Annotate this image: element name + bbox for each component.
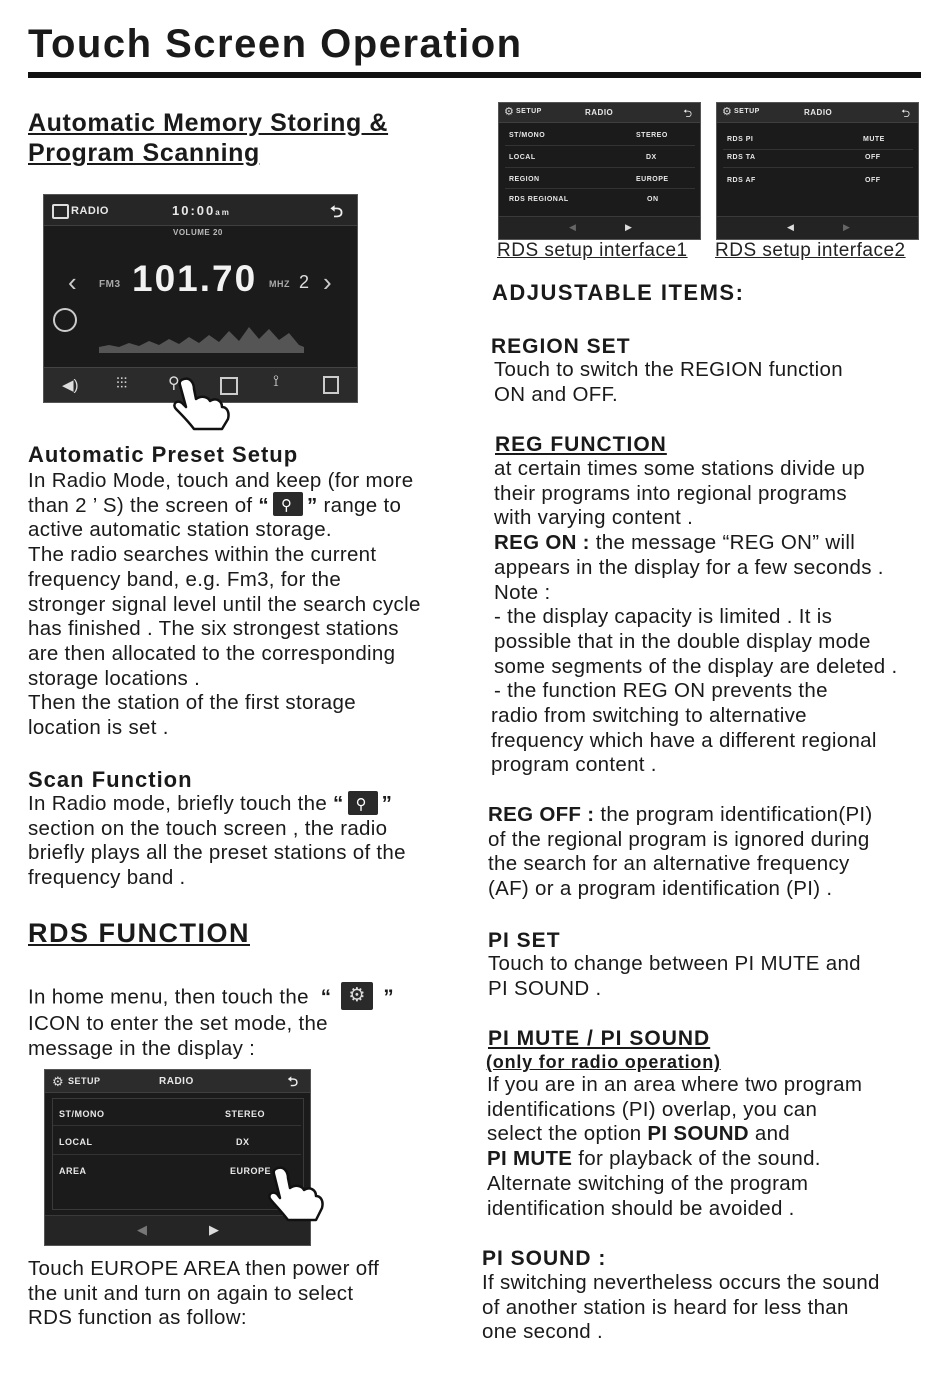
prev-station-icon[interactable]: ‹ [68, 267, 77, 297]
preset-number: 2 [299, 272, 310, 292]
gear-icon: ⚙ [722, 106, 732, 118]
rds1-row-label: REGION [509, 176, 540, 183]
pi-sound-heading: PI SOUND : [482, 1247, 607, 1270]
text-line [28, 984, 473, 1012]
text-line: of the regional program is ignored during [488, 827, 870, 851]
text-line: frequency band . [28, 866, 186, 890]
text-line: If you are in an area where two program [487, 1073, 863, 1096]
row-divider [53, 1125, 301, 1126]
text-line: location is set . [28, 716, 169, 740]
text-span: the program identification(PI) [594, 803, 873, 826]
region-set-heading: REGION SET [491, 335, 631, 358]
text-line: the unit and turn on again to select [28, 1281, 354, 1305]
rds1-title-left: SETUP [516, 108, 542, 115]
bold-span: REG OFF : [488, 803, 595, 826]
rds1-row-value[interactable]: STEREO [636, 132, 668, 139]
setup-row-label: LOCAL [59, 1137, 93, 1147]
prev-page-icon[interactable]: ◀ [787, 222, 794, 232]
text-line: appears in the display for a few seconds . [494, 555, 884, 579]
text-line: their programs into regional programs [494, 481, 847, 505]
text-line: section on the touch screen , the radio [28, 816, 388, 840]
setup-row-label: ST/MONO [59, 1109, 105, 1119]
reg-function-body [491, 457, 946, 778]
adjustable-items-heading: ADJUSTABLE ITEMS: [492, 280, 745, 305]
hand-pointer-icon [170, 375, 232, 431]
text-line: Touch to change between PI MUTE and [488, 952, 861, 975]
text-line: has finished . The six strongest stations [28, 617, 399, 641]
text-span: than 2 ’ S) the screen of [28, 493, 253, 517]
text-line: - the display capacity is limited . It is [494, 605, 833, 629]
prev-page-icon[interactable]: ◀ [137, 1222, 147, 1237]
frequency-display: 101.70 [132, 258, 258, 299]
text-line: message in the display : [28, 1036, 256, 1060]
text-line: PI SOUND . [488, 976, 602, 1000]
setup-row-value[interactable]: DX [236, 1137, 250, 1147]
quote-close: ” [383, 985, 394, 1009]
text-line: The radio searches within the current [28, 543, 377, 567]
text-line: In Radio Mode, touch and keep (for more [28, 469, 414, 492]
gear-icon: ⚙ [341, 982, 373, 1010]
antenna-icon[interactable]: ⟟ [273, 373, 279, 390]
radio-screen [43, 194, 358, 403]
rds1-row-label: LOCAL [509, 154, 536, 161]
rds2-row-value[interactable]: MUTE [863, 136, 885, 143]
rds1-title-center: RADIO [585, 108, 614, 117]
rds-screen-2 [716, 102, 919, 240]
text-line: ON and OFF. [494, 382, 619, 406]
text-span: select the option [487, 1122, 648, 1146]
setup-title-center: RADIO [159, 1076, 194, 1087]
equalizer-icon[interactable]: ⫶⫶⫶ [116, 375, 128, 392]
clock-suffix: am [215, 208, 231, 217]
bold-span: PI MUTE [487, 1147, 573, 1171]
footer-body [28, 1257, 473, 1331]
search-icon[interactable]: ⚲ [168, 375, 180, 392]
text-line: possible that in the double display mode [494, 629, 871, 653]
text-line: some segments of the display are deleted . [494, 654, 898, 678]
text-span: In Radio mode, briefly touch the [28, 792, 328, 815]
text-span: In home menu, then touch the [28, 985, 309, 1009]
next-station-icon[interactable]: › [323, 267, 332, 297]
gear-icon: ⚙ [504, 106, 514, 118]
title-divider [28, 72, 921, 78]
clock-time: 10:00 [172, 203, 216, 218]
reg-off-body [488, 803, 938, 902]
next-page-icon[interactable]: ▶ [843, 222, 850, 232]
setup-title-left: SETUP [68, 1076, 101, 1086]
rds2-nav-bar [717, 216, 918, 240]
quote-open: “ [320, 985, 332, 1009]
text-span: the message “REG ON” will [589, 531, 856, 555]
quote-open: “ [258, 493, 269, 517]
row-divider [723, 149, 913, 150]
pi-mute-sound-body [487, 1073, 927, 1221]
text-line: program content . [491, 753, 657, 777]
radio-label: RADIO [71, 205, 109, 217]
text-line: active automatic station storage. [28, 518, 332, 542]
row-divider [505, 188, 695, 189]
text-line: stronger signal level until the search cycle [28, 592, 421, 616]
volume-readout: VOLUME 20 [173, 228, 223, 237]
rds2-row-label: RDS PI [727, 136, 754, 143]
text-line: RDS function as follow: [28, 1306, 247, 1330]
rds2-row-value[interactable]: OFF [865, 154, 881, 161]
signal-waveform [99, 323, 309, 367]
row-divider [505, 167, 695, 168]
text-span: and [748, 1122, 791, 1146]
text-line: identification should be avoided . [487, 1196, 795, 1220]
rds1-row-label: RDS REGIONAL [509, 196, 569, 203]
phone-icon[interactable] [53, 308, 77, 332]
rds2-row-label: RDS TA [727, 154, 756, 161]
heading-line: Automatic Memory Storing & [28, 109, 389, 137]
text-line [28, 792, 473, 817]
text-line: Note : [494, 580, 551, 604]
section-heading-memory [28, 108, 388, 168]
text-line: with varying content . [494, 506, 694, 530]
text-line: briefly plays all the preset stations of the [28, 841, 406, 865]
setup-row-value[interactable]: STEREO [225, 1109, 266, 1119]
row-divider [505, 145, 695, 146]
text-line: Touch EUROPE AREA then power off [28, 1257, 380, 1280]
text-line: one second . [482, 1320, 603, 1344]
unit-label: MHZ [269, 279, 290, 289]
rds2-row-label: RDS AF [727, 177, 756, 184]
gear-icon: ⚙ [52, 1074, 64, 1089]
setup-row-label: AREA [59, 1166, 87, 1176]
pi-mute-sound-heading: PI MUTE / PI SOUND [488, 1027, 711, 1050]
scan-body [28, 792, 473, 891]
quote-close: ” [306, 493, 318, 517]
search-icon: ⚲ [273, 492, 303, 516]
next-page-icon[interactable]: ▶ [209, 1222, 219, 1237]
text-line: Touch to switch the REGION function [494, 358, 843, 381]
list-icon[interactable] [323, 376, 339, 394]
clock [172, 203, 231, 218]
text-line: ICON to enter the set mode, the [28, 1012, 328, 1035]
row-divider [723, 167, 913, 168]
quote-close: ” [381, 792, 393, 815]
text-span: range to [323, 493, 402, 517]
prev-page-icon[interactable]: ◀ [569, 222, 576, 232]
text-line: Then the station of the first storage [28, 691, 356, 715]
text-line: of another station is heard for less than [482, 1295, 849, 1319]
text-line: frequency which have a different regional [491, 728, 877, 752]
hand-pointer-icon [268, 1165, 330, 1223]
pi-set-heading: PI SET [488, 929, 561, 952]
text-line: (AF) or a program identification (PI) . [488, 877, 833, 901]
bold-span: REG ON : [494, 531, 590, 555]
rds-body [28, 984, 473, 1061]
text-line: If switching nevertheless occurs the sound [482, 1271, 880, 1294]
reg-function-heading: REG FUNCTION [495, 433, 667, 456]
pi-set-body [488, 952, 928, 1001]
text-line: Alternate switching of the program [487, 1171, 809, 1195]
text-line: - the function REG ON prevents the [494, 679, 828, 703]
rds1-row-value[interactable]: EUROPE [636, 176, 669, 183]
rds1-caption: RDS setup interface1 [497, 240, 688, 261]
heading-line: Program Scanning [28, 139, 260, 167]
row-divider [53, 1154, 301, 1155]
text-line: identifications (PI) overlap, you can [487, 1097, 818, 1121]
next-page-icon[interactable]: ▶ [625, 222, 632, 232]
bold-span: PI SOUND [647, 1122, 749, 1146]
rds2-row-value[interactable]: OFF [865, 177, 881, 184]
text-line: at certain times some stations divide up [494, 457, 865, 480]
radio-icon [52, 204, 69, 219]
page-title: Touch Screen Operation [28, 22, 523, 66]
text-line: frequency band, e.g. Fm3, for the [28, 567, 342, 591]
text-line [28, 494, 483, 519]
back-icon[interactable]: ⮌ [683, 108, 692, 120]
preset-setup-heading: Automatic Preset Setup [28, 442, 299, 467]
search-icon: ⚲ [348, 791, 378, 815]
pi-sound-body [482, 1271, 942, 1345]
back-icon[interactable]: ⮌ [287, 1074, 298, 1089]
rds1-nav-bar [499, 216, 700, 240]
rds2-title-left: SETUP [734, 108, 760, 115]
scan-heading: Scan Function [28, 767, 193, 792]
text-line: storage locations . [28, 666, 201, 690]
text-line [487, 1122, 927, 1147]
rds1-row-label: ST/MONO [509, 132, 546, 139]
text-line: the search for an alternative frequency [488, 852, 850, 876]
rds1-row-value[interactable]: ON [647, 196, 659, 203]
text-line: radio from switching to alternative [491, 704, 807, 728]
back-icon[interactable]: ⮌ [330, 204, 343, 221]
rds-heading: RDS FUNCTION [28, 918, 250, 948]
text-line [488, 803, 938, 828]
rds2-caption: RDS setup interface2 [715, 240, 906, 261]
rds1-row-value[interactable]: DX [646, 154, 657, 161]
text-line: are then allocated to the corresponding [28, 641, 396, 665]
band-label: FM3 [99, 279, 121, 290]
pi-mute-sound-subheading: (only for radio operation) [486, 1052, 721, 1072]
rds-screen-1 [498, 102, 701, 240]
speaker-icon[interactable]: ◀) [62, 377, 79, 394]
text-span: for playback of the sound. [572, 1147, 821, 1171]
region-set-body [494, 358, 924, 407]
text-line [494, 531, 946, 556]
back-icon[interactable]: ⮌ [901, 108, 910, 120]
quote-open: “ [333, 792, 344, 815]
setup-row-value[interactable]: EUROPE [230, 1166, 272, 1176]
text-line [487, 1147, 927, 1172]
rds2-title-center: RADIO [804, 108, 833, 117]
preset-setup-body [28, 469, 483, 741]
